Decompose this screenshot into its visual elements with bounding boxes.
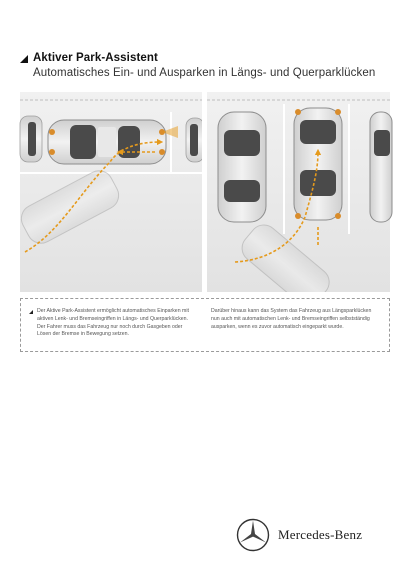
heading-block [20, 52, 390, 79]
slot-line-1 [283, 104, 285, 234]
triangle-icon [20, 55, 28, 63]
info-text-right: Darüber hinaus kann das System das Fahrzeug aus Längsparklücken nun auch mit automatischen Lenk- und Bremseingriffen selbstständig ausparken, wenn es zuvor automatisch eingeparkt wurde. [211, 308, 372, 330]
slot-line-2 [348, 104, 350, 234]
info-column-right [211, 308, 379, 346]
info-box [20, 298, 390, 352]
triangle-icon [29, 310, 33, 314]
page-title: Aktiver Park-Assistent [33, 52, 158, 64]
slot-marking [170, 112, 172, 172]
title-row [20, 52, 390, 64]
parking-illustration [0, 92, 410, 292]
parked-car-left [20, 116, 42, 162]
lane-marking [20, 172, 202, 174]
brand-logo [236, 518, 362, 552]
brand-name: Mercedes-Benz [278, 527, 363, 542]
parked-car-perp-left [218, 112, 266, 222]
main-car-parallel [48, 120, 166, 164]
parallel-parking-panel [16, 92, 204, 292]
mercedes-star-icon [236, 518, 270, 552]
panel-divider [202, 92, 207, 292]
info-text-left: Der Aktive Park-Assistent ermöglicht automatisches Einparken mit aktiven Lenk- und Bremseingriffen in Längs- und Querparklücken. Der Fahrer muss das Fahrzeug nur noch durch Gasgeben oder Lösen der Bremse in Bewegung setzen. [37, 308, 189, 338]
parking-illustration-svg [0, 92, 410, 292]
info-column-left [29, 308, 197, 346]
page-subtitle: Automatisches Ein- und Ausparken in Längs- und Querparklücken [33, 67, 376, 79]
parked-car-perp-right [370, 112, 392, 222]
parked-car-right [186, 118, 204, 162]
perpendicular-parking-panel [207, 92, 392, 292]
